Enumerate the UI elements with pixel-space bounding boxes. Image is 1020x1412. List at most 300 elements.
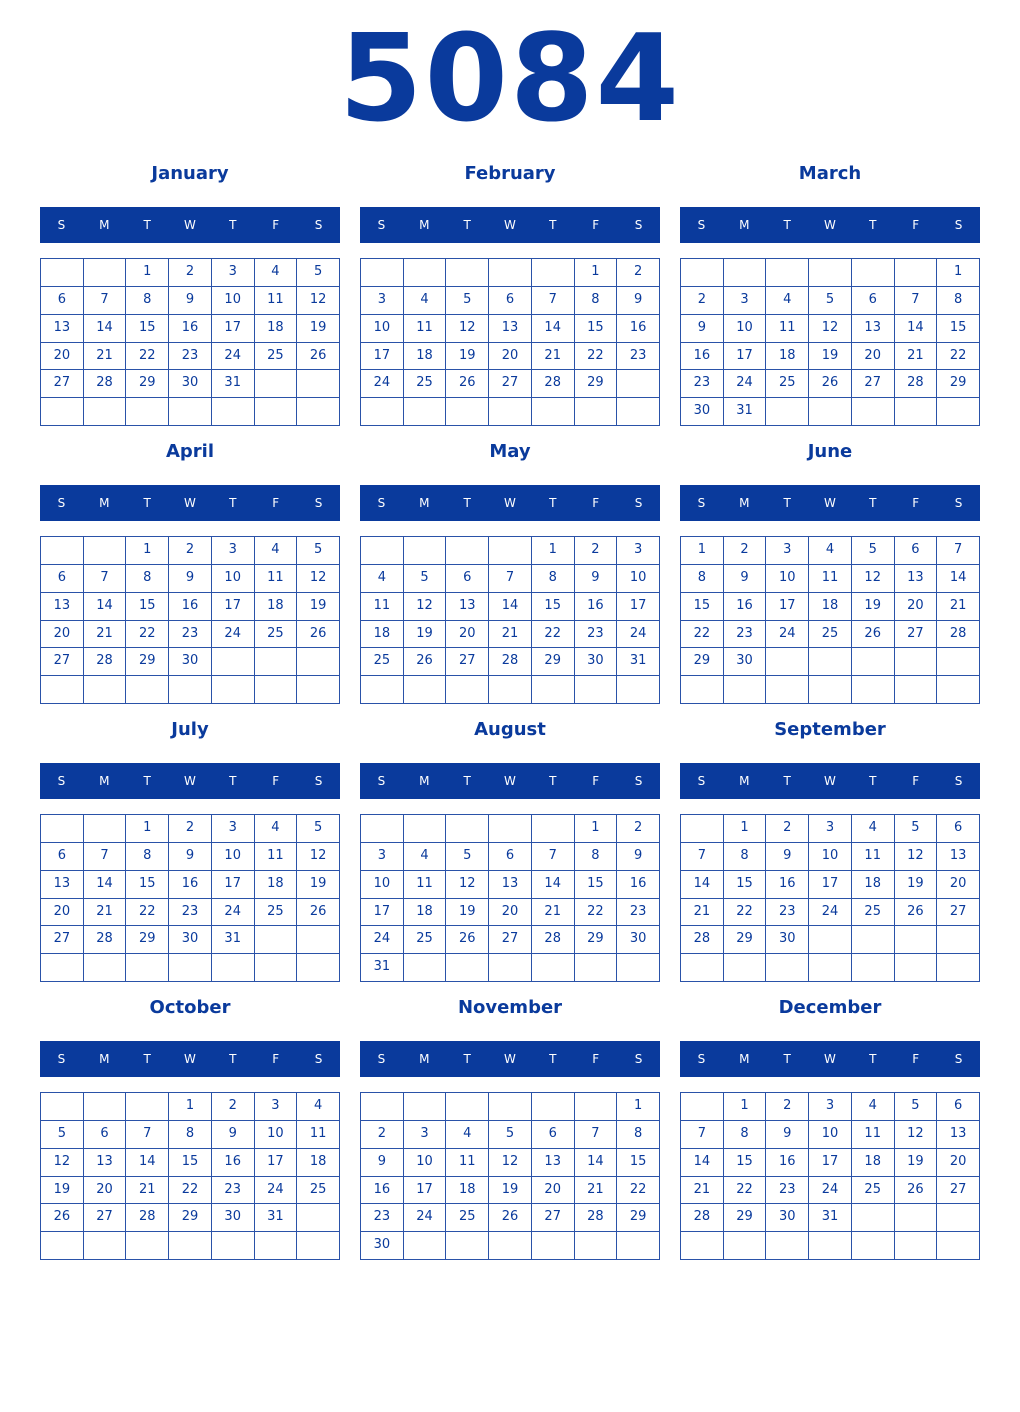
day-cell: 22 — [575, 899, 618, 927]
day-cell: 19 — [297, 315, 340, 343]
month-name: November — [457, 997, 563, 1018]
empty-cell — [84, 1093, 127, 1121]
empty-cell — [126, 954, 169, 982]
day-cell: 28 — [126, 1204, 169, 1232]
day-cell: 1 — [126, 259, 169, 287]
day-cell: 24 — [212, 899, 255, 927]
empty-cell — [852, 1232, 895, 1260]
day-cell: 6 — [489, 287, 532, 315]
day-cell: 26 — [404, 648, 447, 676]
day-cell: 26 — [297, 899, 340, 927]
day-cell: 24 — [724, 370, 767, 398]
empty-cell — [852, 926, 895, 954]
day-cell: 8 — [126, 565, 169, 593]
day-cell: 17 — [404, 1177, 447, 1205]
day-cell: 21 — [895, 343, 938, 371]
day-cell: 16 — [361, 1177, 404, 1205]
empty-cell — [41, 537, 84, 565]
weekday-label: F — [912, 218, 920, 232]
month-name: February — [464, 163, 556, 184]
empty-cell — [404, 1093, 447, 1121]
empty-cell — [895, 398, 938, 426]
day-cell: 10 — [361, 871, 404, 899]
day-cell: 29 — [126, 370, 169, 398]
day-cell: 31 — [617, 648, 660, 676]
day-cell: 22 — [126, 899, 169, 927]
weekday-label: S — [377, 496, 386, 510]
day-cell: 1 — [575, 815, 618, 843]
day-cell: 25 — [446, 1204, 489, 1232]
day-cell: 4 — [297, 1093, 340, 1121]
day-cell: 16 — [617, 315, 660, 343]
empty-cell — [212, 648, 255, 676]
weekday-label: T — [143, 1052, 151, 1066]
day-cell: 19 — [895, 1149, 938, 1177]
day-cell: 1 — [532, 537, 575, 565]
weekday-label: S — [314, 218, 323, 232]
weekday-label: F — [272, 496, 280, 510]
empty-cell — [446, 1093, 489, 1121]
day-cell: 10 — [724, 315, 767, 343]
day-cell: 13 — [41, 315, 84, 343]
day-cell: 17 — [212, 315, 255, 343]
empty-cell — [937, 398, 980, 426]
weekday-label: S — [954, 1052, 963, 1066]
empty-cell — [575, 1232, 618, 1260]
empty-cell — [895, 259, 938, 287]
day-cell: 15 — [681, 593, 724, 621]
weekday-label: M — [419, 496, 430, 510]
day-cell: 23 — [617, 899, 660, 927]
day-cell: 19 — [809, 343, 852, 371]
weekday-label: T — [549, 1052, 557, 1066]
day-cell: 20 — [852, 343, 895, 371]
day-cell: 8 — [575, 287, 618, 315]
day-cell: 23 — [681, 370, 724, 398]
day-cell: 14 — [681, 1149, 724, 1177]
day-cell: 30 — [724, 648, 767, 676]
day-cell: 22 — [681, 621, 724, 649]
day-cell: 11 — [255, 287, 298, 315]
empty-cell — [809, 676, 852, 704]
day-cell: 7 — [937, 537, 980, 565]
day-cell: 22 — [724, 1177, 767, 1205]
empty-cell — [297, 1232, 340, 1260]
day-cell: 24 — [255, 1177, 298, 1205]
weekday-label: T — [549, 496, 557, 510]
day-cell: 15 — [575, 315, 618, 343]
day-cell: 4 — [852, 1093, 895, 1121]
weekday-label: T — [143, 218, 151, 232]
day-cell: 1 — [681, 537, 724, 565]
day-cell: 26 — [297, 343, 340, 371]
weekday-label: F — [592, 774, 600, 788]
empty-cell — [489, 815, 532, 843]
day-cell: 2 — [361, 1121, 404, 1149]
empty-cell — [489, 537, 532, 565]
day-cell: 26 — [489, 1204, 532, 1232]
weekday-label: T — [463, 496, 471, 510]
weekday-label: S — [314, 1052, 323, 1066]
empty-cell — [937, 648, 980, 676]
day-cell: 7 — [489, 565, 532, 593]
day-cell: 24 — [212, 343, 255, 371]
weekday-header — [680, 763, 980, 799]
day-cell: 3 — [809, 1093, 852, 1121]
day-cell: 1 — [169, 1093, 212, 1121]
day-cell: 2 — [724, 537, 767, 565]
day-cell: 31 — [212, 926, 255, 954]
day-cell: 18 — [297, 1149, 340, 1177]
empty-cell — [895, 1232, 938, 1260]
year-title: 5084 — [339, 10, 681, 149]
empty-cell — [84, 676, 127, 704]
empty-cell — [489, 954, 532, 982]
empty-cell — [446, 676, 489, 704]
day-cell: 23 — [617, 343, 660, 371]
empty-cell — [766, 1232, 809, 1260]
day-cell: 23 — [212, 1177, 255, 1205]
day-cell: 27 — [489, 926, 532, 954]
empty-cell — [255, 398, 298, 426]
empty-cell — [532, 259, 575, 287]
weekday-label: S — [314, 496, 323, 510]
day-cell: 12 — [446, 871, 489, 899]
weekday-label: W — [184, 218, 196, 232]
empty-cell — [404, 954, 447, 982]
day-cell: 2 — [169, 815, 212, 843]
month-name: March — [798, 163, 862, 184]
day-cell: 18 — [766, 343, 809, 371]
weekday-label: T — [463, 218, 471, 232]
day-cell: 13 — [937, 843, 980, 871]
day-cell: 5 — [895, 1093, 938, 1121]
day-cell: 30 — [575, 648, 618, 676]
day-cell: 12 — [297, 287, 340, 315]
day-cell: 4 — [404, 287, 447, 315]
day-cell: 17 — [361, 899, 404, 927]
day-cell: 21 — [937, 593, 980, 621]
day-cell: 11 — [404, 315, 447, 343]
day-cell: 7 — [681, 843, 724, 871]
day-cell: 29 — [724, 1204, 767, 1232]
day-cell: 1 — [126, 815, 169, 843]
weekday-label: S — [377, 218, 386, 232]
day-cell: 20 — [489, 343, 532, 371]
day-cell: 7 — [84, 287, 127, 315]
weekday-header — [40, 763, 340, 799]
day-cell: 27 — [937, 1177, 980, 1205]
day-cell: 12 — [297, 565, 340, 593]
day-cell: 16 — [169, 593, 212, 621]
weekday-label: F — [592, 496, 600, 510]
day-grid — [680, 814, 980, 982]
day-cell: 21 — [84, 899, 127, 927]
day-cell: 10 — [404, 1149, 447, 1177]
day-cell: 9 — [766, 843, 809, 871]
day-cell: 10 — [212, 287, 255, 315]
weekday-label: T — [783, 774, 791, 788]
day-cell: 14 — [532, 315, 575, 343]
month-name: July — [171, 719, 209, 740]
empty-cell — [169, 398, 212, 426]
day-cell: 16 — [681, 343, 724, 371]
weekday-label: T — [869, 496, 877, 510]
day-cell: 10 — [809, 843, 852, 871]
weekday-label: T — [229, 1052, 237, 1066]
empty-cell — [126, 1093, 169, 1121]
day-cell: 31 — [361, 954, 404, 982]
weekday-label: T — [549, 774, 557, 788]
empty-cell — [255, 954, 298, 982]
day-cell: 18 — [404, 343, 447, 371]
day-cell: 8 — [126, 287, 169, 315]
empty-cell — [255, 648, 298, 676]
weekday-label: S — [634, 774, 643, 788]
empty-cell — [489, 1232, 532, 1260]
day-cell: 14 — [84, 871, 127, 899]
day-cell: 7 — [895, 287, 938, 315]
day-cell: 28 — [895, 370, 938, 398]
day-cell: 20 — [41, 343, 84, 371]
weekday-label: F — [272, 218, 280, 232]
day-cell: 7 — [84, 565, 127, 593]
day-cell: 28 — [84, 370, 127, 398]
empty-cell — [361, 398, 404, 426]
weekday-label: S — [697, 774, 706, 788]
day-grid — [40, 1092, 340, 1260]
day-cell: 29 — [937, 370, 980, 398]
month-name: January — [151, 163, 229, 184]
weekday-label: M — [99, 496, 110, 510]
day-cell: 30 — [169, 648, 212, 676]
weekday-label: S — [634, 218, 643, 232]
day-cell: 11 — [809, 565, 852, 593]
weekday-label: T — [143, 774, 151, 788]
weekday-label: S — [954, 774, 963, 788]
weekday-label: S — [697, 1052, 706, 1066]
day-cell: 27 — [41, 926, 84, 954]
empty-cell — [575, 676, 618, 704]
empty-cell — [126, 398, 169, 426]
day-cell: 3 — [212, 537, 255, 565]
weekday-label: S — [377, 1052, 386, 1066]
day-cell: 27 — [446, 648, 489, 676]
day-cell: 3 — [361, 287, 404, 315]
empty-cell — [617, 676, 660, 704]
month-name: May — [489, 441, 531, 462]
day-cell: 18 — [852, 1149, 895, 1177]
empty-cell — [617, 954, 660, 982]
day-cell: 6 — [446, 565, 489, 593]
weekday-label: S — [314, 774, 323, 788]
weekday-label: S — [697, 218, 706, 232]
day-cell: 17 — [255, 1149, 298, 1177]
empty-cell — [681, 815, 724, 843]
weekday-header — [360, 763, 660, 799]
day-cell: 24 — [404, 1204, 447, 1232]
day-cell: 17 — [212, 871, 255, 899]
day-cell: 18 — [255, 593, 298, 621]
empty-cell — [532, 815, 575, 843]
day-cell: 26 — [446, 926, 489, 954]
weekday-label: F — [592, 218, 600, 232]
weekday-label: T — [549, 218, 557, 232]
day-cell: 18 — [255, 871, 298, 899]
empty-cell — [681, 1232, 724, 1260]
day-cell: 9 — [681, 315, 724, 343]
day-cell: 10 — [212, 565, 255, 593]
empty-cell — [724, 259, 767, 287]
day-cell: 5 — [809, 287, 852, 315]
day-cell: 23 — [724, 621, 767, 649]
day-cell: 5 — [297, 815, 340, 843]
day-cell: 12 — [895, 1121, 938, 1149]
day-cell: 9 — [169, 565, 212, 593]
day-cell: 29 — [575, 926, 618, 954]
empty-cell — [297, 370, 340, 398]
day-cell: 3 — [724, 287, 767, 315]
empty-cell — [297, 954, 340, 982]
day-cell: 18 — [361, 621, 404, 649]
day-cell: 6 — [937, 1093, 980, 1121]
weekday-label: T — [869, 1052, 877, 1066]
day-cell: 8 — [681, 565, 724, 593]
day-cell: 2 — [766, 1093, 809, 1121]
day-cell: 4 — [255, 259, 298, 287]
day-cell: 22 — [532, 621, 575, 649]
day-cell: 13 — [84, 1149, 127, 1177]
day-cell: 3 — [809, 815, 852, 843]
day-cell: 28 — [575, 1204, 618, 1232]
day-cell: 13 — [895, 565, 938, 593]
day-cell: 20 — [937, 1149, 980, 1177]
day-cell: 4 — [255, 815, 298, 843]
day-cell: 9 — [361, 1149, 404, 1177]
day-cell: 27 — [41, 370, 84, 398]
weekday-label: T — [229, 774, 237, 788]
day-cell: 2 — [766, 815, 809, 843]
weekday-label: S — [954, 496, 963, 510]
day-cell: 26 — [809, 370, 852, 398]
day-cell: 9 — [212, 1121, 255, 1149]
day-cell: 9 — [617, 843, 660, 871]
empty-cell — [404, 815, 447, 843]
day-cell: 22 — [126, 621, 169, 649]
day-cell: 30 — [766, 1204, 809, 1232]
day-cell: 11 — [446, 1149, 489, 1177]
day-cell: 19 — [41, 1177, 84, 1205]
day-cell: 29 — [169, 1204, 212, 1232]
day-cell: 4 — [255, 537, 298, 565]
day-cell: 26 — [852, 621, 895, 649]
empty-cell — [766, 676, 809, 704]
day-grid — [40, 536, 340, 704]
day-cell: 6 — [41, 287, 84, 315]
day-cell: 10 — [809, 1121, 852, 1149]
weekday-label: W — [824, 218, 836, 232]
day-grid — [360, 814, 660, 982]
day-cell: 17 — [617, 593, 660, 621]
day-cell: 30 — [617, 926, 660, 954]
day-cell: 23 — [766, 899, 809, 927]
day-cell: 6 — [489, 843, 532, 871]
day-cell: 4 — [404, 843, 447, 871]
month-name: August — [474, 719, 546, 740]
day-cell: 15 — [126, 315, 169, 343]
day-cell: 13 — [41, 593, 84, 621]
day-cell: 29 — [126, 648, 169, 676]
day-grid — [680, 258, 980, 426]
day-cell: 12 — [489, 1149, 532, 1177]
day-cell: 15 — [724, 1149, 767, 1177]
day-cell: 20 — [532, 1177, 575, 1205]
weekday-label: F — [912, 1052, 920, 1066]
weekday-header — [360, 207, 660, 243]
day-cell: 29 — [575, 370, 618, 398]
empty-cell — [617, 1232, 660, 1260]
empty-cell — [212, 398, 255, 426]
day-cell: 19 — [852, 593, 895, 621]
empty-cell — [361, 259, 404, 287]
day-cell: 6 — [532, 1121, 575, 1149]
empty-cell — [937, 1204, 980, 1232]
day-cell: 27 — [852, 370, 895, 398]
empty-cell — [169, 676, 212, 704]
empty-cell — [809, 259, 852, 287]
day-cell: 7 — [126, 1121, 169, 1149]
empty-cell — [446, 537, 489, 565]
empty-cell — [169, 1232, 212, 1260]
weekday-label: W — [504, 496, 516, 510]
month-name: October — [149, 997, 231, 1018]
day-cell: 19 — [446, 899, 489, 927]
empty-cell — [41, 1093, 84, 1121]
day-cell: 21 — [681, 1177, 724, 1205]
day-cell: 2 — [575, 537, 618, 565]
day-cell: 23 — [361, 1204, 404, 1232]
day-cell: 9 — [617, 287, 660, 315]
empty-cell — [404, 259, 447, 287]
day-grid — [360, 1092, 660, 1260]
day-cell: 24 — [766, 621, 809, 649]
empty-cell — [766, 398, 809, 426]
month-name: April — [165, 441, 215, 462]
empty-cell — [446, 259, 489, 287]
day-cell: 11 — [255, 565, 298, 593]
day-cell: 23 — [575, 621, 618, 649]
day-cell: 8 — [126, 843, 169, 871]
empty-cell — [84, 537, 127, 565]
day-cell: 6 — [41, 565, 84, 593]
day-cell: 2 — [681, 287, 724, 315]
day-cell: 6 — [41, 843, 84, 871]
day-cell: 27 — [489, 370, 532, 398]
empty-cell — [575, 398, 618, 426]
day-cell: 7 — [575, 1121, 618, 1149]
day-cell: 12 — [446, 315, 489, 343]
day-cell: 17 — [809, 1149, 852, 1177]
day-cell: 27 — [895, 621, 938, 649]
day-cell: 19 — [489, 1177, 532, 1205]
day-cell: 3 — [404, 1121, 447, 1149]
weekday-label: S — [57, 496, 66, 510]
day-cell: 12 — [852, 565, 895, 593]
day-cell: 25 — [404, 926, 447, 954]
weekday-label: W — [824, 496, 836, 510]
weekday-header — [680, 1041, 980, 1077]
weekday-label: T — [783, 1052, 791, 1066]
